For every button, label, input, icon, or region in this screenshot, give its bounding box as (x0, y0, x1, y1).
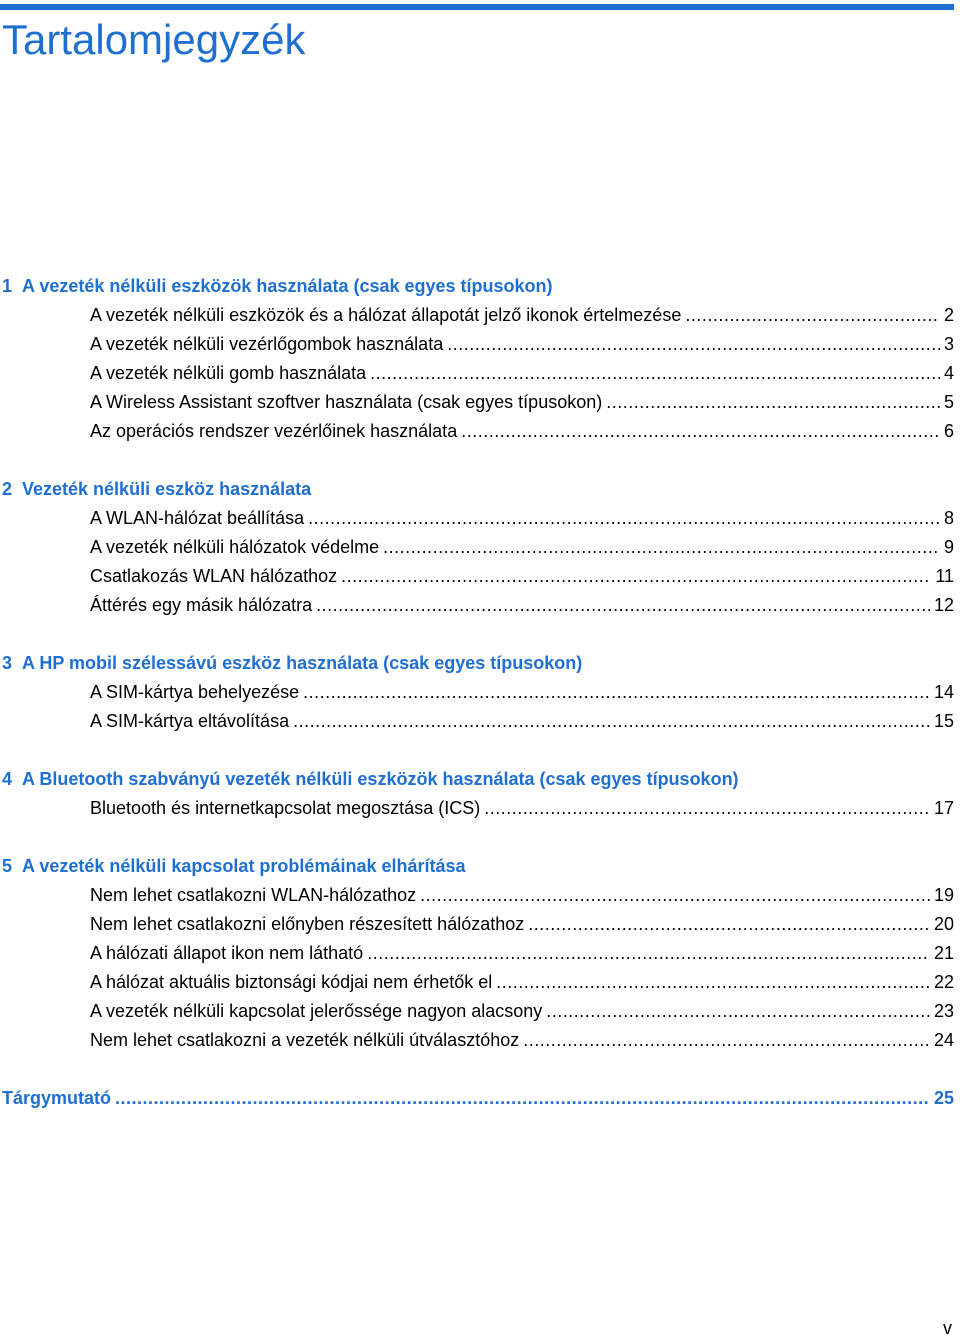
dot-leader (308, 504, 940, 533)
dot-leader (316, 591, 930, 620)
toc-entry-title: Az operációs rendszer vezérlőinek használata (90, 421, 458, 441)
toc-entry-page: 17 (933, 798, 954, 818)
toc-entry-page: 9 (943, 537, 954, 557)
dot-leader (383, 533, 940, 562)
toc-index-title: Tárgymutató (2, 1088, 112, 1108)
chapter-title: Vezeték nélküli eszköz használata (22, 479, 312, 499)
toc-entry-title: A vezeték nélküli vezérlőgombok használata (90, 334, 444, 354)
dot-leader (685, 301, 940, 330)
toc-entry[interactable] (0, 330, 954, 359)
dot-leader (303, 678, 930, 707)
chapter-number: 5 (2, 856, 13, 876)
toc-entry-title: Nem lehet csatlakozni előnyben részesített hálózathoz (90, 914, 525, 934)
dot-leader (496, 968, 930, 997)
toc-entry-page: 22 (933, 972, 954, 992)
toc-entry[interactable] (0, 678, 954, 707)
toc-entry-page: 3 (943, 334, 954, 354)
toc-entry[interactable] (0, 968, 954, 997)
toc-entry-title: Áttérés egy másik hálózatra (90, 595, 313, 615)
dot-leader (370, 359, 940, 388)
dot-leader (546, 997, 930, 1026)
toc-entry[interactable] (0, 939, 954, 968)
dot-leader (484, 794, 930, 823)
toc-chapter-heading[interactable] (0, 272, 954, 301)
toc-entry-page: 11 (935, 566, 954, 586)
toc-entry-page: 6 (943, 421, 954, 441)
toc-chapter (0, 649, 954, 736)
toc-entry-title: Bluetooth és internetkapcsolat megosztása (ICS) (90, 798, 481, 818)
dot-leader (293, 707, 930, 736)
toc-entry[interactable] (0, 1026, 954, 1055)
toc-entry-page: 14 (933, 682, 954, 702)
toc-entry[interactable] (0, 562, 954, 591)
toc-entry-title: A vezeték nélküli eszközök és a hálózat állapotát jelző ikonok értelmezése (90, 305, 682, 325)
toc-entry-page: 19 (933, 885, 954, 905)
toc-chapter (0, 272, 954, 446)
toc-entry[interactable] (0, 417, 954, 446)
page-title: Tartalomjegyzék (2, 16, 306, 63)
table-of-contents (0, 272, 954, 1113)
toc-entry-title: A SIM-kártya behelyezése (90, 682, 300, 702)
dot-leader (115, 1084, 930, 1113)
header-rule (0, 4, 954, 10)
toc-entry-title: A SIM-kártya eltávolítása (90, 711, 290, 731)
toc-entry[interactable] (0, 504, 954, 533)
toc-entry-page: 12 (933, 595, 954, 615)
toc-entry-title: Csatlakozás WLAN hálózathoz (90, 566, 338, 586)
dot-leader (606, 388, 940, 417)
toc-chapter (0, 475, 954, 620)
toc-entry-page: 20 (933, 914, 954, 934)
dot-leader (367, 939, 930, 968)
page-number: v (943, 1318, 952, 1338)
toc-entry-title: A hálózati állapot ikon nem látható (90, 943, 364, 963)
chapter-number: 1 (2, 276, 13, 296)
chapter-number: 3 (2, 653, 13, 673)
dot-leader (461, 417, 940, 446)
toc-entry-page: 15 (933, 711, 954, 731)
toc-chapter-heading[interactable] (0, 852, 954, 881)
chapter-number: 4 (2, 769, 13, 789)
toc-chapter (0, 852, 954, 1055)
dot-leader (420, 881, 930, 910)
chapter-title: A HP mobil szélessávú eszköz használata (csak egyes típusokon) (22, 653, 583, 673)
toc-entry-page: 2 (943, 305, 954, 325)
dot-leader (523, 1026, 930, 1055)
toc-entry-title: A WLAN-hálózat beállítása (90, 508, 305, 528)
toc-entry[interactable] (0, 997, 954, 1026)
toc-entry[interactable] (0, 301, 954, 330)
toc-entry-page: 5 (943, 392, 954, 412)
dot-leader (447, 330, 940, 359)
toc-entry[interactable] (0, 359, 954, 388)
toc-entry-title: A Wireless Assistant szoftver használata (csak egyes típusokon) (90, 392, 603, 412)
toc-entry-title: Nem lehet csatlakozni a vezeték nélküli útválasztóhoz (90, 1030, 520, 1050)
toc-chapter-heading[interactable] (0, 475, 954, 504)
chapter-title: A Bluetooth szabványú vezeték nélküli eszközök használata (csak egyes típusokon) (22, 769, 739, 789)
toc-index-entry[interactable] (0, 1084, 954, 1113)
toc-entry-page: 24 (933, 1030, 954, 1050)
toc-entry-title: Nem lehet csatlakozni WLAN-hálózathoz (90, 885, 417, 905)
toc-entry[interactable] (0, 881, 954, 910)
toc-entry-page: 8 (943, 508, 954, 528)
dot-leader (341, 562, 931, 591)
toc-entry[interactable] (0, 794, 954, 823)
toc-entry-title: A vezeték nélküli gomb használata (90, 363, 367, 383)
toc-entry[interactable] (0, 591, 954, 620)
toc-entry-page: 23 (933, 1001, 954, 1021)
toc-index-page: 25 (933, 1088, 954, 1108)
chapter-title: A vezeték nélküli kapcsolat problémáinak elhárítása (22, 856, 466, 876)
toc-entry[interactable] (0, 910, 954, 939)
toc-entry-title: A vezeték nélküli hálózatok védelme (90, 537, 380, 557)
toc-entry[interactable] (0, 707, 954, 736)
dot-leader (528, 910, 930, 939)
toc-entry[interactable] (0, 388, 954, 417)
chapter-number: 2 (2, 479, 13, 499)
toc-entry-title: A hálózat aktuális biztonsági kódjai nem érhetők el (90, 972, 493, 992)
toc-entry-title: A vezeték nélküli kapcsolat jelerőssége nagyon alacsony (90, 1001, 543, 1021)
chapter-title: A vezeték nélküli eszközök használata (csak egyes típusokon) (22, 276, 553, 296)
toc-entry[interactable] (0, 533, 954, 562)
toc-chapter (0, 765, 954, 823)
toc-entry-page: 4 (943, 363, 954, 383)
toc-chapter-heading[interactable] (0, 649, 954, 678)
toc-entry-page: 21 (933, 943, 954, 963)
toc-chapter-heading[interactable] (0, 765, 954, 794)
